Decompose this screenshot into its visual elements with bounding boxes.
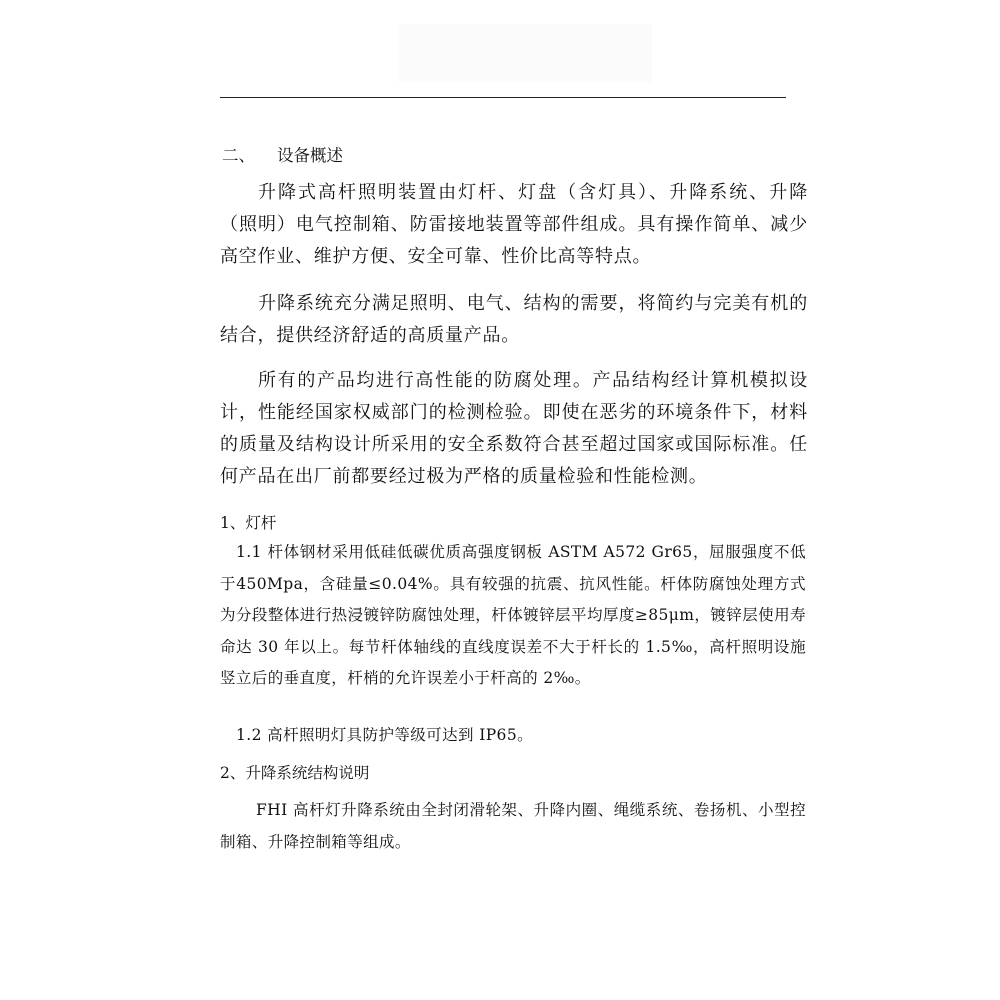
paragraph-lifting-structure: FHI 高杆灯升降系统由全封闭滑轮架、升降内圈、绳缆系统、卷扬机、小型控制箱、升降控制箱等组成。 [220,801,806,851]
section-title: 设备概述 [277,146,343,165]
item-1-1: 1.1 杆体钢材采用低硅低碳优质高强度钢板 ASTM A572 Gr65，屈服强度不低于450Mpa，含硅量≤0.04%。具有较强的抗震、抗风性能。杆体防腐蚀处理方式为分段整体进行热浸镀锌防腐蚀处理，杆体镀锌层平均厚度≥85μm，镀锌层使用寿命达 30 年以上。每节杆体轴线的直线度误差不大于杆长的 1.5‰，高杆照明设施竖立后的垂直度，杆梢的允许误差小于杆高的 2‰。 [220,543,806,687]
subsection-heading-pole: 1、灯杆 [220,514,277,532]
paragraph-anticorrosion: 所有的产品均进行高性能的防腐处理。产品结构经计算机模拟设计，性能经国家权威部门的检测检验。即使在恶劣的环境条件下，材料的质量及结构设计所采用的安全系数符合甚至超过国家或国际标准。任何产品在出厂前都要经过极为严格的质量检验和性能检测。 [220,370,808,487]
item-1-2: 1.2 高杆照明灯具防护等级可达到 IP65。 [236,726,533,744]
section-number: 二、 [222,146,255,165]
subsection-heading-lifting-structure: 2、升降系统结构说明 [220,764,370,782]
paragraph-overview: 升降式高杆照明装置由灯杆、灯盘（含灯具）、升降系统、升降（照明）电气控制箱、防雷接地装置等部件组成。具有操作简单、减少高空作业、维护方便、安全可靠、性价比高等特点。 [220,182,808,267]
header-rule [220,97,786,98]
paragraph-lifting-system: 升降系统充分满足照明、电气、结构的需要，将简约与完美有机的结合，提供经济舒适的高质量产品。 [220,293,808,346]
section-heading [222,145,343,167]
page-header-area [398,24,652,82]
